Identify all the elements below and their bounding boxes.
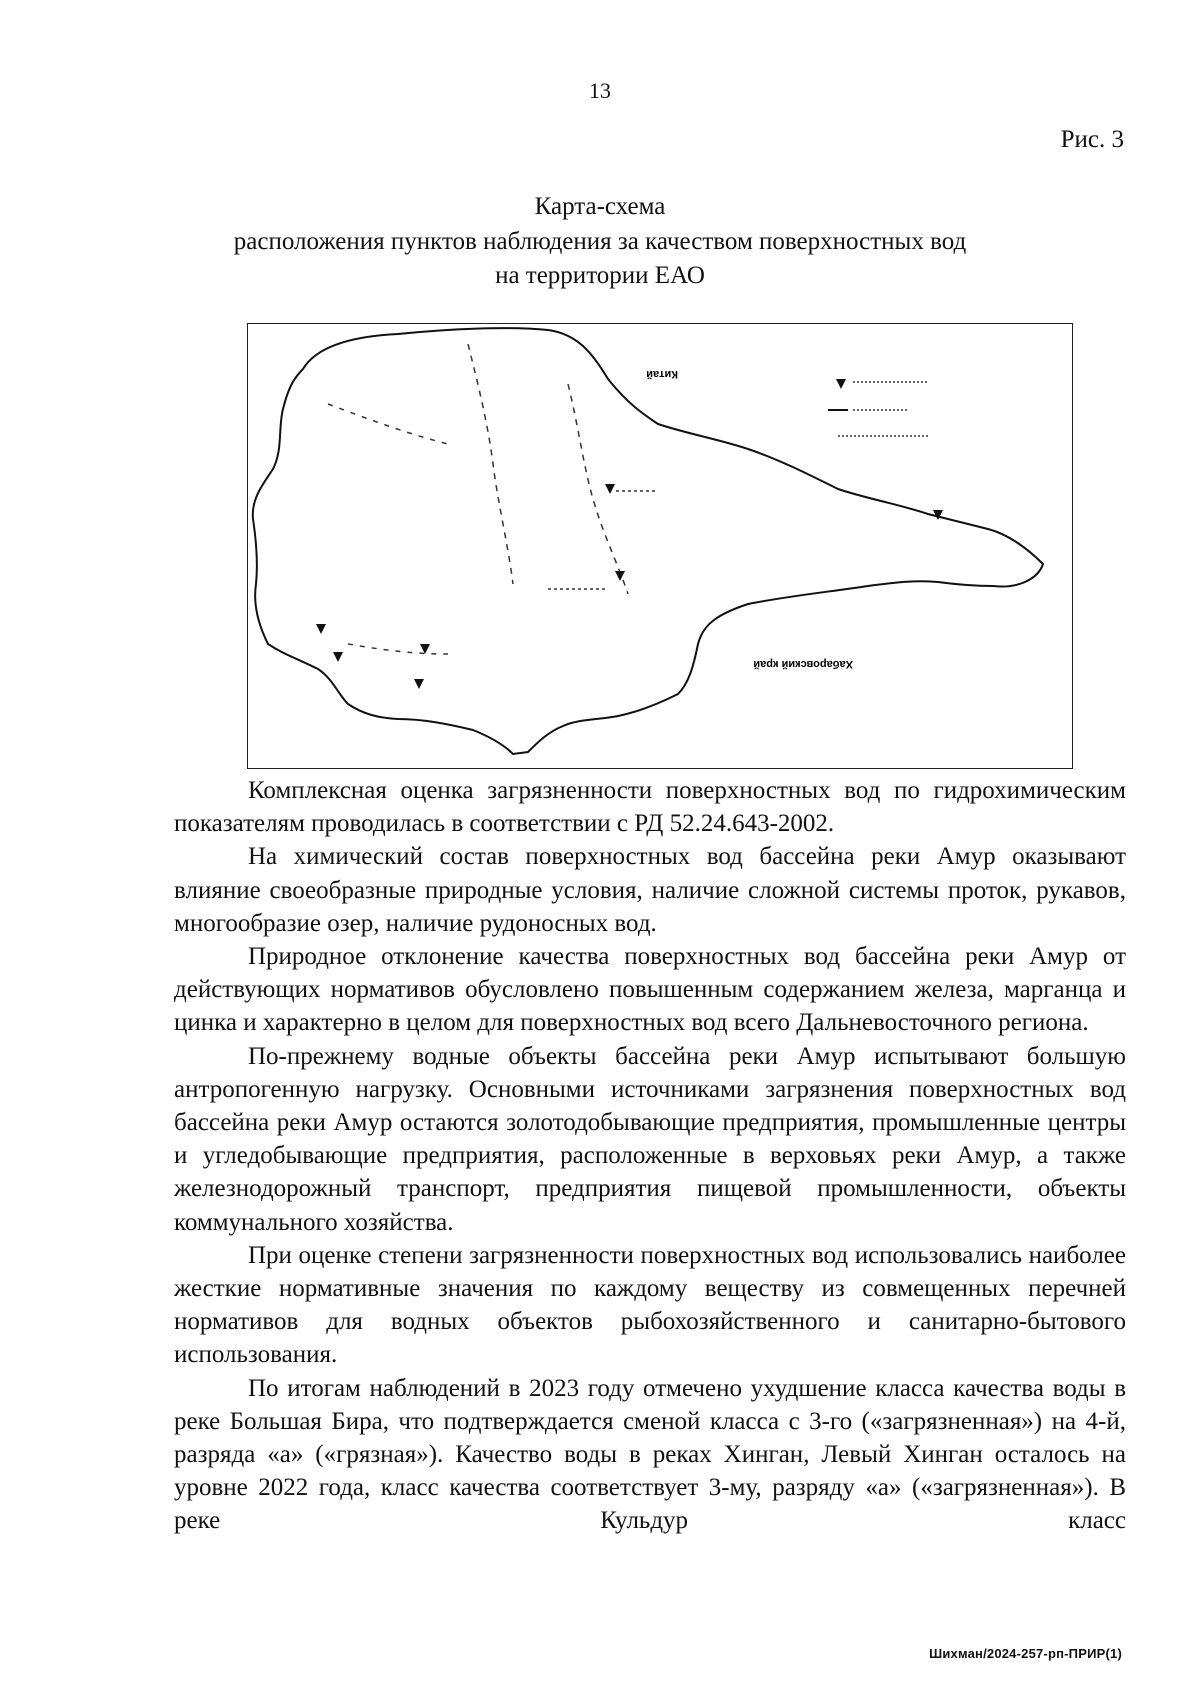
station-marker-7 (414, 679, 424, 689)
figure-title-line-3: на территории ЕАО (495, 262, 705, 289)
figure-label: Рис. 3 (1060, 126, 1124, 153)
river-line (568, 384, 628, 594)
river-line (468, 344, 513, 584)
paragraph-4: По-прежнему водные объекты бассейна реки Амур испытывают большую антропогенную нагрузку. Основными источниками загрязнения поверхностных вод бассейна реки Амур остаются золотодобывающие предприятия, промышленные центры и угледобывающие предприятия, расположенные в верховьях реки Амур, а также железнодорожный транспорт, предприятия пищевой промышленности, объекты коммунального хозяйства. (174, 1042, 1126, 1236)
map-figure (247, 323, 1073, 769)
station-marker-5 (333, 652, 343, 662)
region-boundary (253, 328, 1043, 754)
map-legend (828, 379, 928, 436)
paragraph-5: При оценке степени загрязненности поверхностных вод использовались наиболее жесткие нормативные значения по каждому веществу из совмещенных перечней нормативов для водных объектов рыбохозяйственного и санитарно-бытового использования. (174, 1241, 1126, 1369)
figure-title-line-1: Карта-схема (534, 193, 666, 220)
station-marker-1 (605, 484, 658, 494)
paragraph-2: На химический состав поверхностных вод бассейна реки Амур оказывают влияние своеобразные природные условия, наличие сложной системы проток, рукавов, многообразие озер, наличие рудоносных вод. (174, 843, 1126, 937)
map-schematic (248, 324, 1074, 770)
page-number: 13 (589, 78, 611, 103)
station-marker-4 (316, 624, 326, 634)
body-text (174, 774, 1126, 1538)
station-marker-2 (548, 571, 625, 589)
paragraph-6: По итогам наблюдений в 2023 году отмечено ухудшение класса качества воды в реке Большая Бира, что подтверждается сменой класса с 3-го («загрязненная») на 4-й, разряда «а» («грязная»). Качество воды в реках Хинган, Левый Хинган осталось на уровне 2022 года, класс качества соответствует 3-му, разряду «а» («загрязненная»). В реке Кульдур класс (174, 1374, 1126, 1535)
map-label-south: Хабаровский край (753, 658, 853, 670)
footer-document-code: Шихман/2024-257-рп-ПРИР(1) (929, 1646, 1122, 1661)
river-line (348, 644, 448, 654)
paragraph-3: Природное отклонение качества поверхностных вод бассейна реки Амур от действующих нормативов обусловлено повышенным содержанием железа, марганца и цинка и характерно в целом для поверхностных вод всего Дальневосточного региона. (174, 943, 1126, 1037)
paragraph-1: Комплексная оценка загрязненности поверхностных вод по гидрохимическим показателям проводилась в соответствии с РД 52.24.643-2002. (174, 777, 1126, 838)
river-line (328, 404, 448, 444)
figure-title-line-2: расположения пунктов наблюдения за качеством поверхностных вод (233, 228, 967, 255)
map-label-north: Китай (646, 368, 678, 380)
